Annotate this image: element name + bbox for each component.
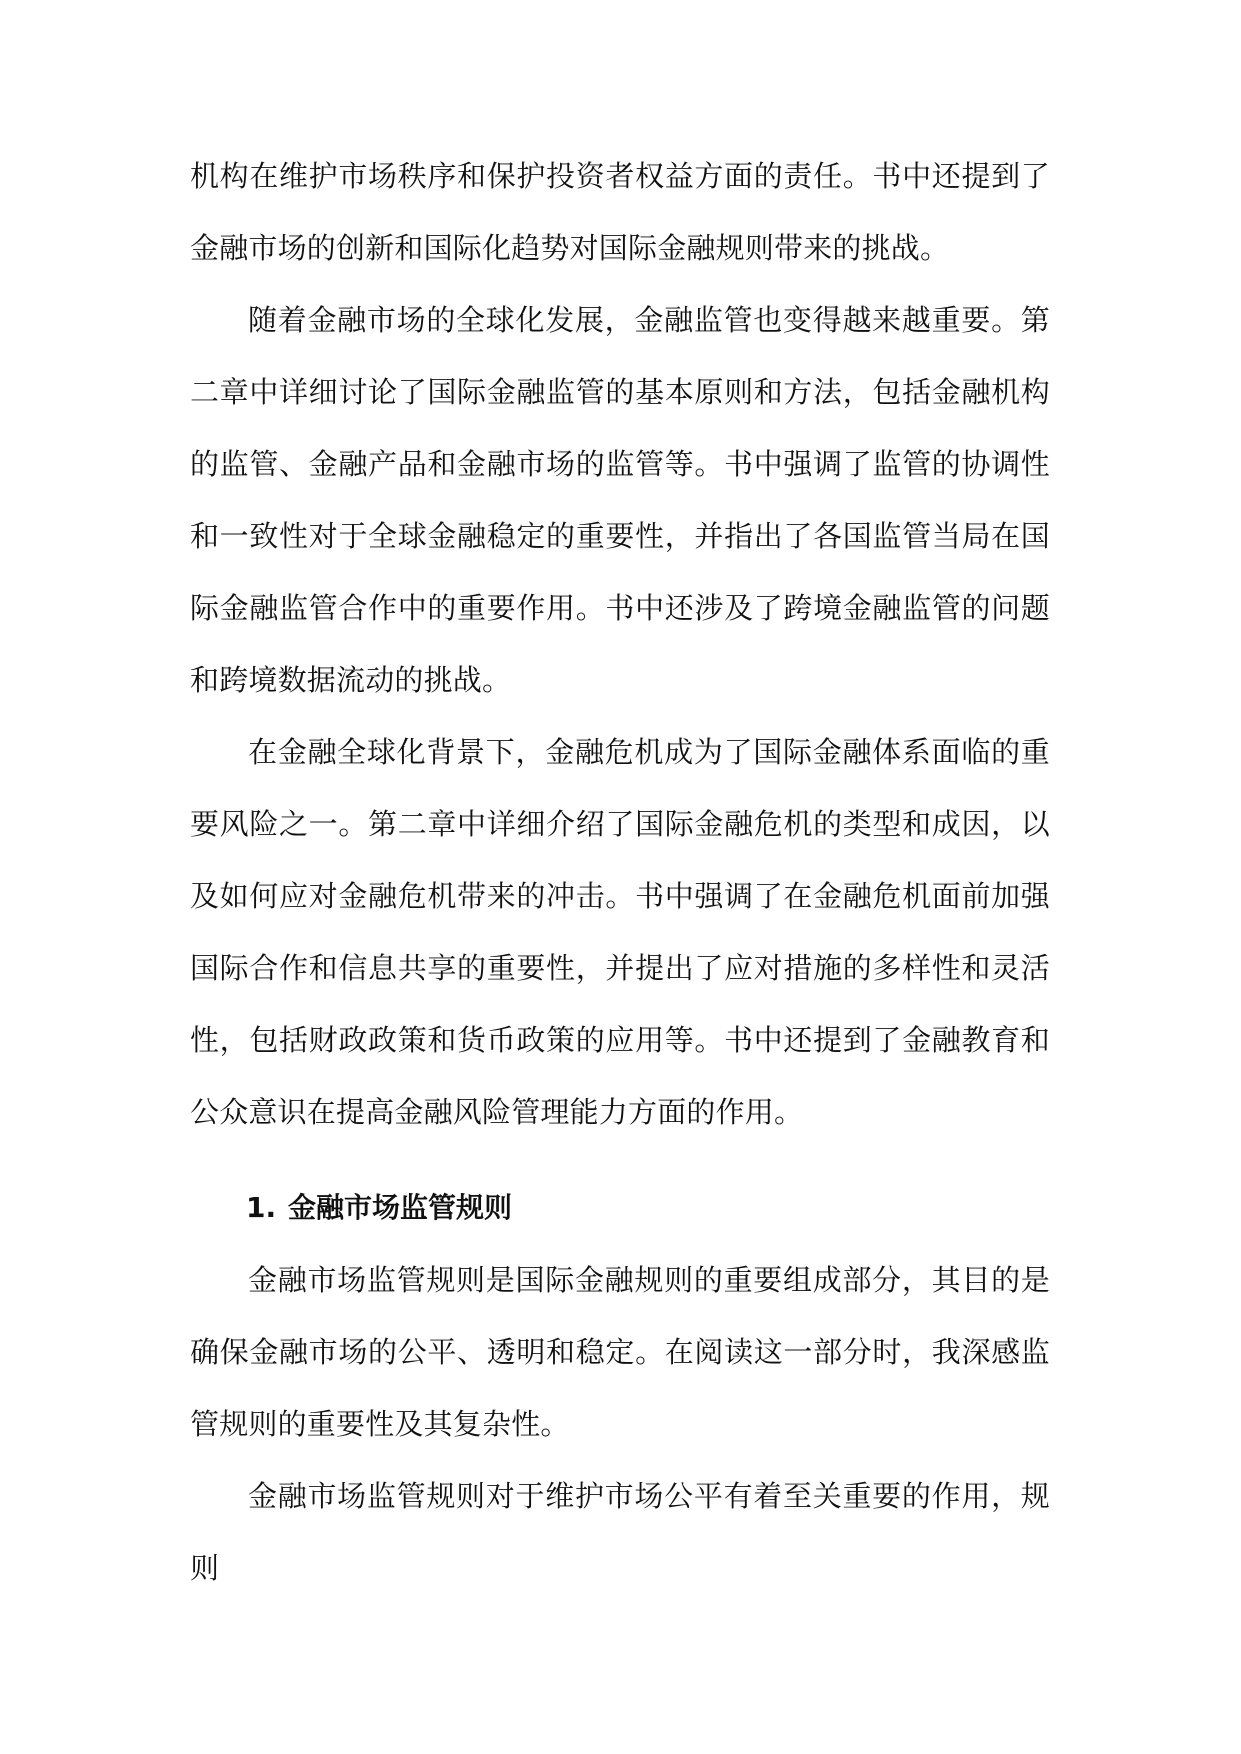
page-content xyxy=(190,140,1050,1604)
section-heading xyxy=(190,1172,1050,1244)
section-title: 金融市场监管规则 xyxy=(288,1191,513,1224)
paragraph-3: 在金融全球化背景下，金融危机成为了国际金融体系面临的重要风险之一。第二章中详细介绍了国际金融危机的类型和成因，以及如何应对金融危机带来的冲击。书中强调了在金融危机面前加强国际合作和信息共享的重要性，并提出了应对措施的多样性和灵活性，包括财政政策和货币政策的应用等。书中还提到了金融教育和公众意识在提高金融风险管理能力方面的作用。 xyxy=(190,735,1050,1129)
paragraph-5: 金融市场监管规则对于维护市场公平有着至关重要的作用，规则 xyxy=(190,1479,1050,1585)
paragraph-1: 机构在维护市场秩序和保护投资者权益方面的责任。书中还提到了金融市场的创新和国际化趋势对国际金融规则带来的挑战。 xyxy=(190,159,1050,265)
paragraph-4: 金融市场监管规则是国际金融规则的重要组成部分，其目的是确保金融市场的公平、透明和稳定。在阅读这一部分时，我深感监管规则的重要性及其复杂性。 xyxy=(190,1263,1050,1441)
paragraph-2: 随着金融市场的全球化发展，金融监管也变得越来越重要。第二章中详细讨论了国际金融监管的基本原则和方法，包括金融机构的监管、金融产品和金融市场的监管等。书中强调了监管的协调性和一致性对于全球金融稳定的重要性，并指出了各国监管当局在国际金融监管合作中的重要作用。书中还涉及了跨境金融监管的问题和跨境数据流动的挑战。 xyxy=(190,303,1050,697)
section-number: 1. xyxy=(246,1191,277,1224)
